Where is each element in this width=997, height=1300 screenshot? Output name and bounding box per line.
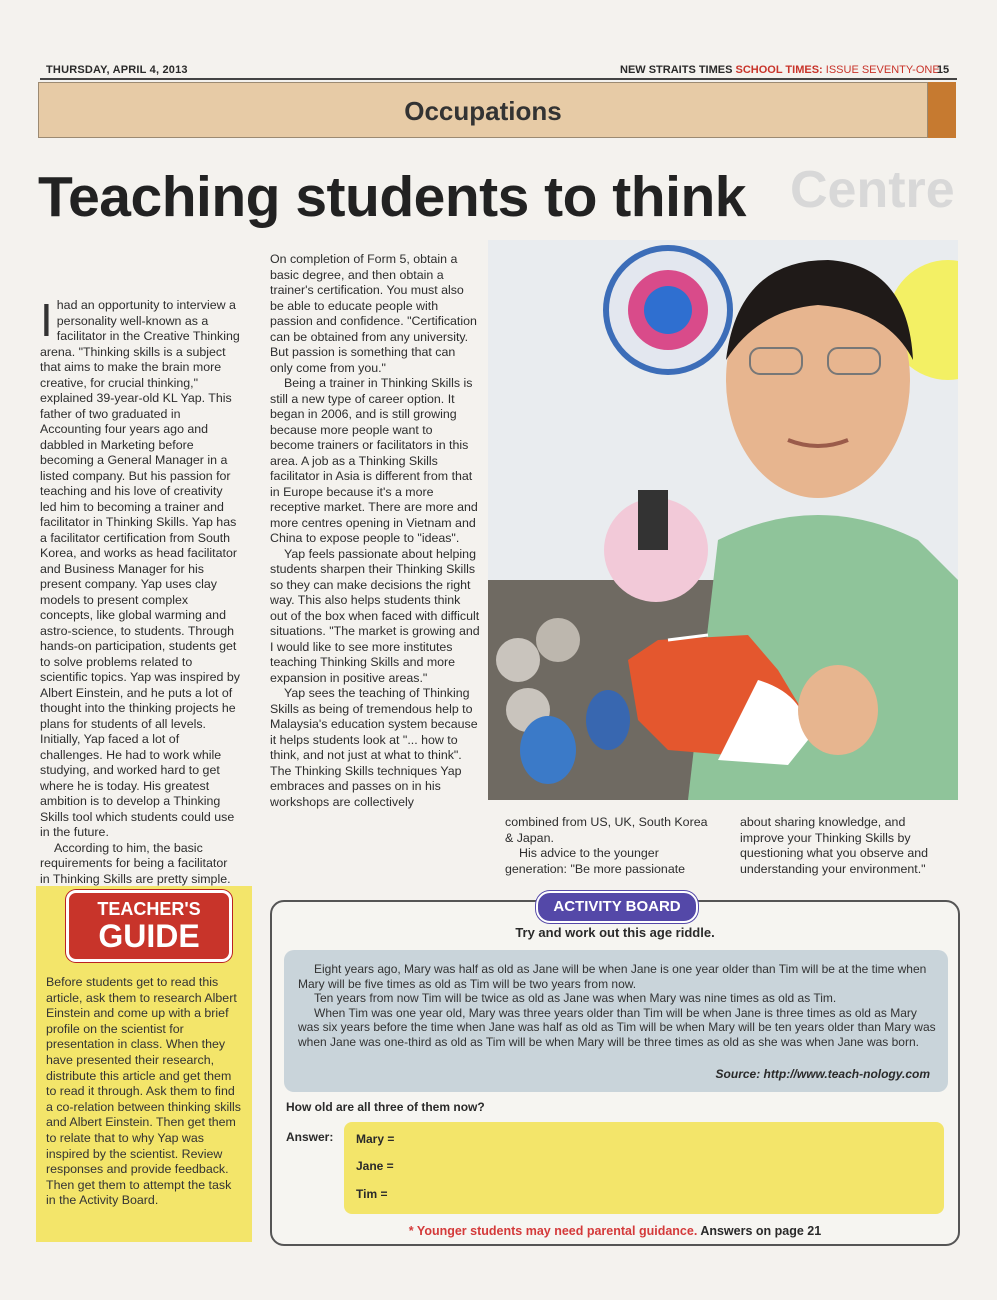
page-number: 15 bbox=[936, 64, 950, 76]
drop-cap: I bbox=[40, 294, 53, 346]
section-tab bbox=[928, 82, 956, 138]
article-paragraph: According to him, the basic requirements for being a facilitator in Thinking Skills are pretty simple. bbox=[40, 840, 231, 886]
background-signage-text: Centre bbox=[790, 161, 955, 219]
article-paragraph: about sharing knowledge, and improve your Thinking Skills by questioning what you observe and understanding your environment." bbox=[740, 815, 929, 876]
header-rule bbox=[40, 78, 957, 80]
badge-line-2: GUIDE bbox=[98, 918, 200, 954]
riddle-text bbox=[298, 962, 938, 1049]
guidance-note bbox=[270, 1224, 960, 1238]
issue-number: ISSUE SEVENTY-ONE bbox=[825, 64, 940, 76]
teachers-guide-badge bbox=[66, 890, 232, 962]
riddle-paragraph: When Tim was one year old, Mary was three years older than Tim will be when Jane is three times as old as Mary was six years before the time when Jane was half as old as Tim will be when Mary will be ten years older than Mary was when Jane was one-third as old as Tim will be when Mary will be three times as old as she was when Jane was born. bbox=[298, 1005, 936, 1049]
article-paragraph: Being a trainer in Thinking Skills is still a new type of career option. It began in 2006, and is still growing because more people want to become trainers or facilitators in this area. A job as a Thinking Skills facilitator in Asia is different from that in Europe because it's a more receptive market. There are more and more centres opening in Vietnam and China to expose people to "ideas". bbox=[270, 376, 478, 545]
article-column-4 bbox=[740, 815, 950, 877]
activity-board-badge: ACTIVITY BOARD bbox=[536, 891, 698, 923]
riddle-source: Source: http://www.teach-nology.com bbox=[715, 1067, 930, 1081]
guidance-warning: * Younger students may need parental guidance. bbox=[408, 1224, 698, 1238]
masthead bbox=[620, 64, 940, 76]
answer-mary: Mary = bbox=[356, 1132, 395, 1146]
paper-name: NEW STRAITS TIMES bbox=[620, 64, 733, 76]
article-column-2 bbox=[270, 252, 480, 877]
activity-subtitle: Try and work out this age riddle. bbox=[515, 925, 715, 940]
answer-tim: Tim = bbox=[356, 1187, 388, 1201]
issue-date: THURSDAY, APRIL 4, 2013 bbox=[46, 64, 188, 76]
article-paragraph: Yap sees the teaching of Thinking Skills as being of tremendous help to Malaysia's education system because it helps students look at "... how to think, and not just at what to think". The Thinking Skills techniques Yap embraces and passes on in his workshops are collectively bbox=[270, 686, 478, 809]
answer-label: Answer: bbox=[286, 1130, 334, 1144]
article-paragraph: Ihad an opportunity to interview a personality well-known as a facilitator in the Creative Thinking arena. "Thinking skills is a subject that aims to make the brain more creative, for crucial thinking," explained 39-year-old KL Yap. This father of two graduated in Accounting four years ago and dabbled in Marketing before becoming a General Manager in a listed company. But his passion for teaching and his love of creativity led him to becoming a trainer and facilitator in Thinking Skills. Yap has a facilitator certification from South Korea, and works as head facilitator and Business Manager for his present company. Yap uses clay models to present complex concepts, like global warming and astro-science, to students. Through hands-on participation, students get to solve problems related to scientific topics. Yap was inspired by Albert Einstein, and he puts a lot of thought into the thinking projects he plans for students of all levels. Initially, Yap faced a lot of challenges. He had to work while studying, and worked hard to get where he is today. His greatest ambition is to develop a Thinking Skills tool which students could use in the future. bbox=[40, 294, 240, 839]
section-title: Occupations bbox=[404, 96, 562, 126]
photo-illustration bbox=[488, 240, 958, 800]
headline: Teaching students to think bbox=[38, 165, 746, 229]
badge-line-1: TEACHER'S bbox=[97, 899, 201, 919]
riddle-paragraph: Ten years from now Tim will be twice as old as Jane was when Mary was nine times as old as Tim. bbox=[314, 991, 837, 1005]
riddle-paragraph: Eight years ago, Mary was half as old as Jane will be when Jane is one year older than Tim will be at the time when Mary will be five times as old as Tim will be two years from now. bbox=[298, 962, 927, 991]
answer-jane: Jane = bbox=[356, 1159, 394, 1173]
article-paragraph: Yap feels passionate about helping students sharpen their Thinking Skills so they can make decisions the right way. This also helps students think out of the box when faced with difficult situations. "The market is growing and I would like to see more institutes teaching Thinking Skills and more expansion in positive areas." bbox=[270, 546, 480, 685]
portrait-photo bbox=[488, 240, 958, 800]
article-paragraph: His advice to the younger generation: "Be more passionate bbox=[505, 846, 686, 876]
teachers-guide-text: Before students get to read this article, ask them to research Albert Einstein and come up with a brief profile on the scientist for presentation in class. When they have presented their research, distribute this article and get them to read it through. Ask them to find a co-relation between thinking skills and Albert Einstein. Then get them to relate that to why Yap was inspired by the scientist. Review responses and provide feedback. Then get them to attempt the task in the Activity Board. bbox=[46, 975, 241, 1208]
riddle-question: How old are all three of them now? bbox=[286, 1100, 485, 1114]
answer-box bbox=[344, 1122, 944, 1214]
article-paragraph: On completion of Form 5, obtain a basic degree, and then obtain a trainer's certification. You must also be able to educate people with passion and confidence. "Certification can be obtained from any university. But passion is something that can only come from you." bbox=[270, 252, 477, 375]
article-paragraph: combined from US, UK, South Korea & Japan. bbox=[505, 815, 708, 845]
article-column-3 bbox=[505, 815, 715, 877]
article-column-1 bbox=[40, 294, 240, 886]
answers-reference: Answers on page 21 bbox=[700, 1224, 822, 1238]
section-name: SCHOOL TIMES: bbox=[735, 64, 823, 76]
